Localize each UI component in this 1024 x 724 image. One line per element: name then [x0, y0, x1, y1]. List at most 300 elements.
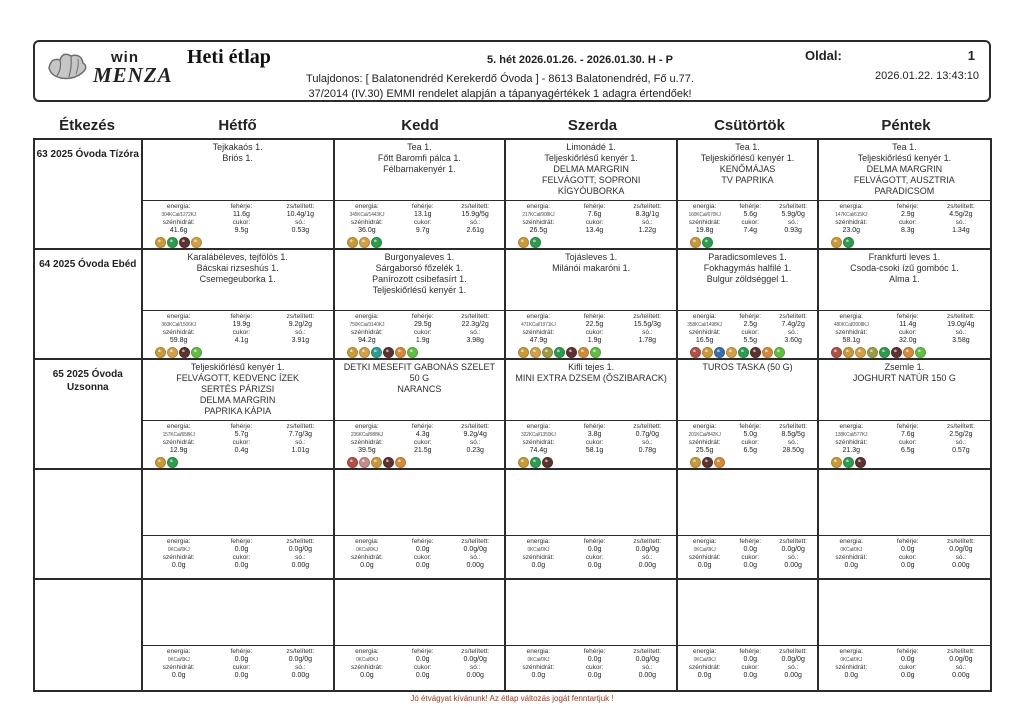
nutrition-value: 0.0g/0g — [635, 546, 660, 553]
allergen-icon — [359, 457, 370, 468]
nutrition-grid — [143, 538, 333, 570]
nutrition-value: 0.53g — [291, 227, 310, 234]
menu-cell — [143, 250, 335, 358]
allergen-icon — [530, 457, 541, 468]
nutrition-value: 3.60g — [784, 337, 802, 344]
allergen-icon — [407, 347, 418, 358]
nutrition-label: szénhidrát: — [835, 219, 868, 226]
allergen-icon — [347, 347, 358, 358]
week-range: 5. hét 2026.01.26. - 2026.01.30. H - P — [487, 54, 673, 66]
nutrition-value: 0.0g — [415, 546, 430, 553]
meal-items — [506, 360, 676, 420]
nutrition-value: 16.5g — [695, 337, 714, 344]
nutrition-label: cukor: — [585, 439, 604, 446]
meal-item: PARADICSOM — [874, 186, 935, 196]
meal-items — [819, 140, 990, 200]
nutrition-value: 2.9g — [900, 211, 915, 218]
nutrition-block — [335, 645, 504, 690]
nutrition-label: só.: — [295, 329, 306, 336]
meal-item: Limonádé 1. — [566, 142, 616, 152]
allergen-icon — [690, 237, 701, 248]
nutrition-value: 0.0g — [697, 672, 712, 679]
nutrition-label: cukor: — [232, 329, 251, 336]
nutrition-value: 0.0g/0g — [781, 656, 805, 663]
allergen-icons — [143, 570, 333, 572]
meal-item: Bácskai rizseshús 1. — [196, 263, 279, 273]
nutrition-value: 12.9g — [169, 447, 188, 454]
meal-items — [335, 360, 504, 420]
winmenza-logo — [45, 48, 173, 87]
meal-items — [143, 360, 333, 420]
allergen-icons — [678, 345, 816, 358]
menu-grid — [33, 138, 992, 692]
nutrition-value: 8.3g — [900, 227, 915, 234]
allergen-icon — [395, 347, 406, 358]
nutrition-label: szénhidrát: — [522, 219, 555, 226]
nutrition-grid — [335, 313, 504, 345]
meal-items — [143, 580, 333, 645]
nutrition-value: 0.0g — [844, 672, 859, 679]
nutrition-grid — [819, 203, 990, 235]
nutrition-value: 471KCal/1971KJ — [521, 322, 556, 328]
nutrition-label: fehérje: — [411, 313, 434, 320]
nutrition-block — [819, 645, 990, 690]
menu-cell — [143, 470, 335, 578]
nutrition-label: energia: — [355, 538, 379, 545]
nutrition-label: cukor: — [232, 664, 251, 671]
nutrition-value: 1.78g — [638, 337, 657, 344]
nutrition-value: 1.9g — [587, 337, 602, 344]
nutrition-label: zs/telített: — [633, 203, 662, 210]
menu-cell — [335, 140, 506, 248]
nutrition-label: zs/telített: — [779, 648, 808, 655]
nutrition-grid — [678, 423, 816, 455]
nutrition-value: 0.0g — [587, 672, 602, 679]
nutrition-label: fehérje: — [230, 203, 253, 210]
meal-type-label: 65 2025 Óvoda Uzsonna — [35, 360, 143, 468]
nutrition-value: 0.0g/0g — [781, 546, 805, 553]
nutrition-value: 0.93g — [784, 227, 802, 234]
nutrition-label: zs/telített: — [946, 423, 975, 430]
allergen-icon — [774, 347, 785, 358]
meal-type-label — [35, 470, 143, 578]
nutrition-value: 0.0g — [743, 656, 758, 663]
nutrition-label: szénhidrát: — [162, 329, 195, 336]
nutrition-value: 9.7g — [415, 227, 430, 234]
nutrition-value: 9.2g/4g — [463, 431, 487, 438]
nutrition-value: 0.00g — [952, 672, 970, 679]
allergen-icon — [843, 237, 854, 248]
nutrition-label: só.: — [295, 439, 306, 446]
nutrition-block — [335, 535, 504, 578]
nutrition-value: 0.0g/0g — [288, 656, 313, 663]
column-header-wednesday: Szerda — [567, 116, 618, 134]
nutrition-value: 0.0g — [900, 562, 915, 569]
menu-row — [35, 580, 990, 690]
meal-item: DELMA MARGRIN — [553, 164, 629, 174]
nutrition-value: 22.5g — [585, 321, 604, 328]
nutrition-label: fehérje: — [411, 203, 434, 210]
nutrition-label: fehérje: — [896, 313, 919, 320]
meal-item: DELMA MARGRIN — [866, 164, 943, 174]
nutrition-value: 7.7g/3g — [288, 431, 313, 438]
nutrition-value: 6.5g — [743, 447, 758, 454]
nutrition-block — [678, 645, 816, 690]
nutrition-label: fehérje: — [411, 648, 434, 655]
nutrition-value: 29.5g — [413, 321, 432, 328]
meal-item: Fokhagymás halfilé 1. — [703, 263, 792, 273]
nutrition-label: fehérje: — [583, 423, 606, 430]
nutrition-label: zs/telített: — [286, 648, 315, 655]
allergen-icon — [578, 347, 589, 358]
nutrition-label: energia: — [839, 648, 863, 655]
nutrition-value: 345KCal/1443KJ — [349, 212, 385, 218]
nutrition-value: 0.0g/0g — [949, 546, 973, 553]
meal-item: Teljeskiőrlésű kenyér 1. — [700, 153, 795, 163]
nutrition-label: só.: — [642, 554, 653, 561]
nutrition-value: 4.1g — [234, 337, 249, 344]
page-label: Oldal: — [805, 48, 842, 63]
meal-item: Bulgur zöldséggel 1. — [706, 274, 789, 284]
nutrition-label: fehérje: — [230, 423, 253, 430]
nutrition-value: 0.0g — [587, 546, 602, 553]
nutrition-block — [506, 200, 676, 248]
nutrition-value: 5.6g — [743, 211, 758, 218]
nutrition-block — [678, 420, 816, 468]
nutrition-label: zs/telített: — [779, 203, 808, 210]
nutrition-label: szénhidrát: — [688, 439, 721, 446]
allergen-icon — [179, 347, 190, 358]
nutrition-label: zs/telített: — [461, 538, 490, 545]
nutrition-grid — [335, 538, 504, 570]
nutrition-value: 0.0g — [234, 546, 249, 553]
menu-cell — [143, 580, 335, 690]
menu-cell — [335, 580, 506, 690]
nutrition-value: 360KCal/1506KJ — [161, 322, 197, 328]
nutrition-label: szénhidrát: — [162, 554, 195, 561]
nutrition-block — [143, 200, 333, 248]
allergen-icon — [359, 237, 370, 248]
allergen-icon — [347, 457, 358, 468]
allergen-icon — [530, 237, 541, 248]
weekly-menu-table — [33, 112, 992, 692]
table-column-headers — [33, 112, 992, 138]
allergen-icons — [819, 235, 990, 248]
nutrition-label: zs/telített: — [779, 423, 808, 430]
nutrition-value: 25.5g — [695, 447, 714, 454]
nutrition-value: 0.00g — [466, 672, 484, 679]
nutrition-value: 28.50g — [782, 447, 804, 454]
meal-item: Teljeskiőrlésű kenyér 1. — [372, 285, 467, 295]
nutrition-label: cukor: — [232, 439, 251, 446]
meal-items — [335, 250, 504, 310]
allergen-icon — [518, 237, 529, 248]
nutrition-block — [506, 535, 676, 578]
allergen-icons — [143, 455, 333, 468]
nutrition-label: só.: — [787, 664, 799, 671]
nutrition-value: 0.0g — [743, 672, 758, 679]
meal-items — [143, 250, 333, 310]
allergen-icons — [678, 570, 816, 572]
owner-line: Tulajdonos: [ Balatonendréd Kerekerdő Óvoda ] - 8613 Balatonendréd, Fő u.77. — [306, 73, 694, 85]
footer-note: Jó étvágyat kívánunk! Az étlap változás jogát fenntartjuk ! — [410, 694, 614, 703]
meal-item: Frankfurti leves 1. — [868, 252, 941, 262]
nutrition-label: só.: — [955, 664, 967, 671]
nutrition-label: szénhidrát: — [350, 664, 383, 671]
nutrition-value: 0.0g/0g — [463, 546, 487, 553]
menu-row — [35, 140, 990, 250]
allergen-icon — [383, 457, 394, 468]
nutrition-label: fehérje: — [739, 423, 762, 430]
nutrition-label: szénhidrát: — [688, 329, 721, 336]
nutrition-label: cukor: — [413, 664, 432, 671]
nutrition-value: 0.0g/0g — [635, 656, 660, 663]
nutrition-label: szénhidrát: — [835, 329, 868, 336]
nutrition-value: 0KCal/0KJ — [840, 547, 863, 553]
meal-item: Burgonyaleves 1. — [384, 252, 455, 262]
nutrition-label: só.: — [955, 439, 967, 446]
nutrition-label: energia: — [166, 648, 191, 655]
nutrition-value: 9.5g — [234, 227, 249, 234]
nutrition-value: 7.4g/2g — [781, 321, 805, 328]
nutrition-label: só.: — [955, 219, 967, 226]
meal-item: 50 G — [409, 373, 430, 383]
allergen-icon — [750, 347, 761, 358]
nutrition-value: 0.0g — [171, 562, 186, 569]
nutrition-grid — [143, 313, 333, 345]
nutrition-label: fehérje: — [896, 538, 919, 545]
nutrition-grid — [506, 423, 676, 455]
nutrition-value: 0.0g — [531, 672, 546, 679]
meal-item: Paradicsomleves 1. — [708, 252, 787, 262]
menu-cell — [678, 140, 818, 248]
allergen-icons — [819, 345, 990, 358]
nutrition-value: 0.00g — [952, 562, 970, 569]
meal-type-label: 63 2025 Óvoda Tízóra — [35, 140, 143, 248]
nutrition-label: só.: — [787, 329, 799, 336]
nutrition-block — [819, 200, 990, 248]
meal-item: Tojásleves 1. — [565, 252, 618, 262]
menu-cell — [143, 140, 335, 248]
nutrition-grid — [819, 313, 990, 345]
meal-item: Briós 1. — [222, 153, 253, 163]
meal-items — [819, 250, 990, 310]
nutrition-value: 0.00g — [784, 672, 802, 679]
nutrition-label: cukor: — [898, 664, 917, 671]
nutrition-value: 10.4g/1g — [286, 211, 315, 218]
nutrition-value: 0.0g — [844, 562, 859, 569]
nutrition-label: energia: — [166, 538, 191, 545]
nutrition-grid — [506, 538, 676, 570]
allergen-icons — [506, 680, 676, 682]
column-header-tuesday: Kedd — [401, 116, 439, 134]
allergen-icon — [855, 457, 866, 468]
nutrition-label: fehérje: — [896, 423, 919, 430]
allergen-icons — [335, 680, 504, 682]
nutrition-value: 0.0g/0g — [463, 656, 487, 663]
nutrition-label: energia: — [355, 313, 379, 320]
allergen-icons — [506, 235, 676, 248]
nutrition-label: fehérje: — [583, 313, 606, 320]
nutrition-label: cukor: — [413, 554, 432, 561]
meal-items — [678, 360, 816, 420]
nutrition-value: 39.5g — [358, 447, 376, 454]
nutrition-value: 0.4g — [234, 447, 249, 454]
nutrition-value: 160KCal/670KJ — [688, 212, 721, 218]
page-number: 1 — [967, 48, 975, 63]
nutrition-value: 23.0g — [842, 227, 861, 234]
croissant-icon — [45, 48, 89, 87]
nutrition-value: 2.5g — [743, 321, 758, 328]
nutrition-label: fehérje: — [583, 203, 606, 210]
nutrition-value: 36.0g — [358, 227, 376, 234]
allergen-icon — [155, 237, 166, 248]
meal-item: FELVÁGOTT, AUSZTRIA — [853, 175, 955, 185]
allergen-icon — [702, 457, 713, 468]
nutrition-value: 58.1g — [585, 447, 604, 454]
allergen-icon — [167, 237, 178, 248]
nutrition-label: fehérje: — [230, 313, 253, 320]
menu-cell — [678, 360, 818, 468]
nutrition-label: cukor: — [585, 664, 604, 671]
allergen-icons — [143, 345, 333, 358]
nutrition-value: 0KCal/0KJ — [527, 547, 550, 553]
nutrition-value: 217KCal/908KJ — [522, 212, 555, 218]
nutrition-value: 0.0g — [743, 546, 758, 553]
menu-cell — [819, 470, 990, 578]
allergen-icon — [915, 347, 926, 358]
nutrition-label: só.: — [469, 329, 481, 336]
nutrition-value: 157KCal/658KJ — [162, 432, 195, 438]
nutrition-value: 0KCal/0KJ — [167, 657, 190, 663]
nutrition-value: 1.9g — [415, 337, 430, 344]
allergen-icons — [506, 455, 676, 468]
allergen-icon — [702, 347, 713, 358]
nutrition-label: fehérje: — [583, 648, 606, 655]
nutrition-label: zs/telített: — [946, 203, 975, 210]
nutrition-value: 480KCal/2008KJ — [833, 322, 869, 328]
allergen-icon — [191, 237, 202, 248]
allergen-icon — [554, 347, 565, 358]
nutrition-grid — [819, 648, 990, 680]
nutrition-value: 0.00g — [466, 562, 484, 569]
nutrition-label: zs/telített: — [633, 313, 662, 320]
meal-items — [819, 470, 990, 535]
nutrition-grid — [143, 203, 333, 235]
nutrition-label: zs/telített: — [946, 313, 975, 320]
allergen-icon — [738, 347, 749, 358]
nutrition-value: 4.5g/2g — [949, 211, 973, 218]
allergen-icon — [542, 457, 553, 468]
nutrition-grid — [819, 538, 990, 570]
nutrition-block — [678, 310, 816, 358]
nutrition-label: energia: — [355, 203, 379, 210]
nutrition-grid — [335, 648, 504, 680]
nutrition-label: zs/telített: — [633, 423, 662, 430]
nutrition-label: só.: — [642, 439, 653, 446]
nutrition-label: fehérje: — [739, 538, 762, 545]
nutrition-value: 0.0g — [587, 656, 602, 663]
nutrition-label: cukor: — [741, 329, 760, 336]
printed-timestamp: 2026.01.22. 13:43:10 — [875, 70, 979, 82]
nutrition-value: 0.7g/0g — [635, 431, 660, 438]
allergen-icons — [506, 345, 676, 358]
nutrition-label: fehérje: — [739, 313, 762, 320]
nutrition-value: 7.6g — [587, 211, 602, 218]
allergen-icon — [831, 347, 842, 358]
nutrition-block — [143, 310, 333, 358]
nutrition-value: 1.01g — [291, 447, 310, 454]
nutrition-label: zs/telített: — [461, 203, 490, 210]
nutrition-grid — [678, 313, 816, 345]
nutrition-label: szénhidrát: — [162, 439, 195, 446]
allergen-icons — [143, 235, 333, 248]
nutrition-value: 0.0g — [743, 562, 758, 569]
nutrition-value: 4.3g — [415, 431, 430, 438]
nutrition-value: 7.6g — [900, 431, 915, 438]
meal-item: Tea 1. — [407, 142, 432, 152]
nutrition-value: 94.2g — [358, 337, 376, 344]
menu-cell — [506, 140, 678, 248]
nutrition-label: cukor: — [898, 439, 917, 446]
meal-item: DETKI MESEFIT GABONÁS SZELET — [343, 362, 496, 372]
nutrition-label: cukor: — [898, 219, 917, 226]
allergen-icons — [143, 680, 333, 682]
menu-cell — [335, 360, 506, 468]
nutrition-block — [335, 420, 504, 468]
nutrition-value: 0.0g — [587, 562, 602, 569]
nutrition-label: fehérje: — [230, 648, 253, 655]
allergen-icons — [819, 570, 990, 572]
nutrition-block — [506, 645, 676, 690]
meal-item: SERTÉS PÁRIZSI — [200, 384, 275, 394]
meal-item: Teljeskiőrlésű kenyér 1. — [190, 362, 285, 372]
nutrition-grid — [506, 648, 676, 680]
nutrition-label: szénhidrát: — [162, 664, 195, 671]
allergen-icon — [359, 347, 370, 358]
nutrition-label: energia: — [526, 313, 551, 320]
meal-item: Csemegeuborka 1. — [199, 274, 276, 284]
allergen-icons — [335, 235, 504, 248]
nutrition-label: zs/telített: — [779, 538, 808, 545]
meal-item: Félbarnakenyér 1. — [383, 164, 456, 174]
nutrition-label: cukor: — [585, 219, 604, 226]
nutrition-label: szénhidrát: — [522, 439, 555, 446]
meal-items — [678, 470, 816, 535]
nutrition-label: energia: — [526, 423, 551, 430]
allergen-icon — [371, 457, 382, 468]
nutrition-value: 750KCal/3140KJ — [349, 322, 385, 328]
allergen-icon — [518, 347, 529, 358]
nutrition-value: 0.0g — [415, 656, 430, 663]
menu-cell — [506, 470, 678, 578]
menu-cell — [678, 580, 818, 690]
nutrition-value: 3.58g — [952, 337, 970, 344]
nutrition-value: 0.00g — [638, 562, 657, 569]
menu-cell — [335, 250, 506, 358]
allergen-icon — [843, 347, 854, 358]
nutrition-label: fehérje: — [739, 203, 762, 210]
nutrition-value: 0.0g — [900, 656, 915, 663]
nutrition-value: 0.0g — [697, 562, 712, 569]
allergen-icons — [819, 680, 990, 682]
nutrition-label: cukor: — [585, 554, 604, 561]
meal-item: KENŐMÁJAS — [719, 164, 776, 174]
menu-cell — [335, 470, 506, 578]
allergen-icon — [867, 347, 878, 358]
nutrition-label: energia: — [692, 203, 717, 210]
nutrition-value: 9.2g/2g — [288, 321, 313, 328]
